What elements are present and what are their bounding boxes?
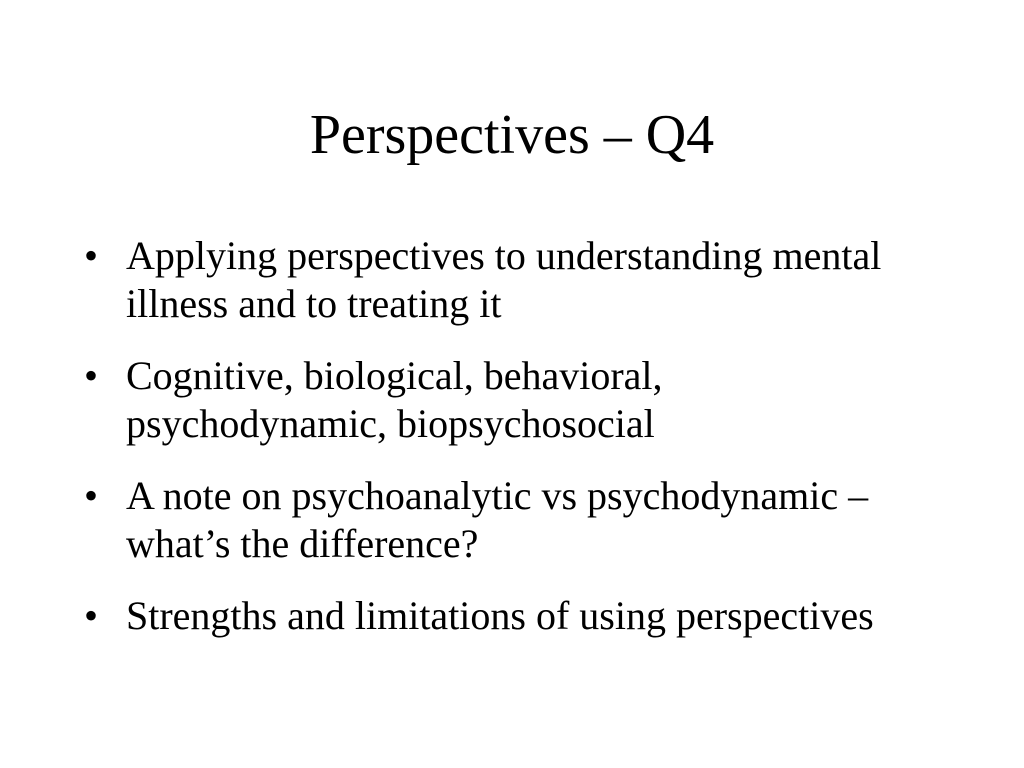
bullet-icon: •: [84, 473, 99, 518]
bullet-text: Strengths and limitations of using perspectives: [126, 593, 874, 638]
bullet-text: Applying perspectives to understanding mental illness and to treating it: [126, 233, 882, 326]
bullet-icon: •: [84, 353, 99, 398]
bullet-icon: •: [84, 593, 99, 638]
bullet-item: [84, 472, 884, 568]
bullet-list: [84, 232, 884, 664]
bullet-item: [84, 352, 884, 448]
bullet-text: A note on psychoanalytic vs psychodynamic – what’s the difference?: [126, 473, 869, 566]
bullet-item: [84, 232, 884, 328]
bullet-text: Cognitive, biological, behavioral, psychodynamic, biopsychosocial: [126, 353, 663, 446]
bullet-item: [84, 592, 884, 640]
slide-title: Perspectives – Q4: [309, 104, 715, 166]
bullet-icon: •: [84, 233, 99, 278]
